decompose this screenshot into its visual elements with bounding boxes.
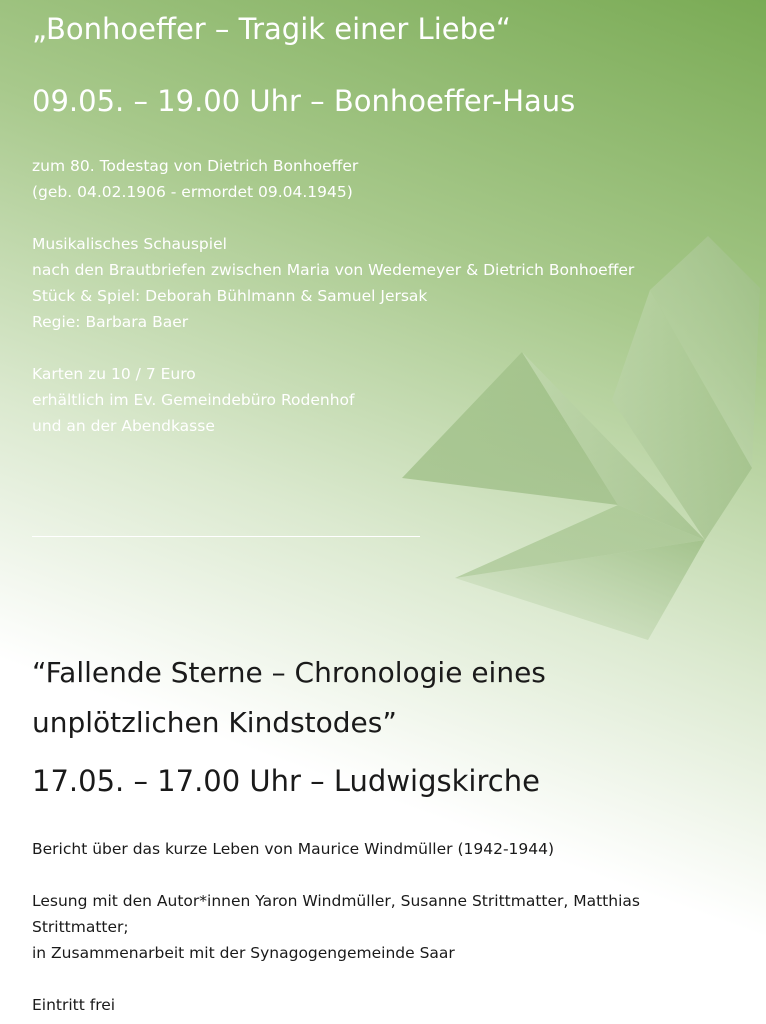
event1-description-line: Musikalisches Schauspiel	[32, 235, 227, 253]
event2-title-line: unplötzlichen Kindstodes”	[32, 706, 397, 739]
event2-reading-line: Strittmatter;	[32, 918, 129, 936]
event2-reading	[32, 888, 640, 966]
event2-reading-line: in Zusammenarbeit mit der Synagogengemeinde Saar	[32, 944, 455, 962]
event2-title-line: “Fallende Sterne – Chronologie eines	[32, 656, 546, 689]
event1-tickets-line: und an der Abendkasse	[32, 417, 215, 435]
event2-admission: Eintritt frei	[32, 996, 116, 1014]
event1-occasion	[32, 153, 358, 205]
event1-occasion-line: zum 80. Todestag von Dietrich Bonhoeffer	[32, 157, 359, 175]
event2-title	[32, 648, 546, 748]
event2-reading-line: Lesung mit den Autor*innen Yaron Windmüller, Susanne Strittmatter, Matthias	[32, 892, 640, 910]
event1-tickets	[32, 361, 355, 439]
event1-description-line: Regie: Barbara Baer	[32, 313, 189, 331]
event2-report: Bericht über das kurze Leben von Maurice Windmüller (1942-1944)	[32, 840, 555, 858]
event1-date-line: 09.05. – 19.00 Uhr – Bonhoeffer-Haus	[32, 84, 576, 118]
event1-occasion-line: (geb. 04.02.1906 - ermordet 09.04.1945)	[32, 183, 353, 201]
event1-description	[32, 231, 634, 335]
event1-description-line: Stück & Spiel: Deborah Bühlmann & Samuel Jersak	[32, 287, 428, 305]
event1-title: „Bonhoeffer – Tragik einer Liebe“	[32, 12, 511, 46]
event1-tickets-line: erhältlich im Ev. Gemeindebüro Rodenhof	[32, 391, 355, 409]
event1-description-line: nach den Brautbriefen zwischen Maria von Wedemeyer & Dietrich Bonhoeffer	[32, 261, 635, 279]
section-divider	[32, 536, 420, 537]
event2-date-line: 17.05. – 17.00 Uhr – Ludwigskirche	[32, 764, 540, 798]
event1-tickets-line: Karten zu 10 / 7 Euro	[32, 365, 196, 383]
